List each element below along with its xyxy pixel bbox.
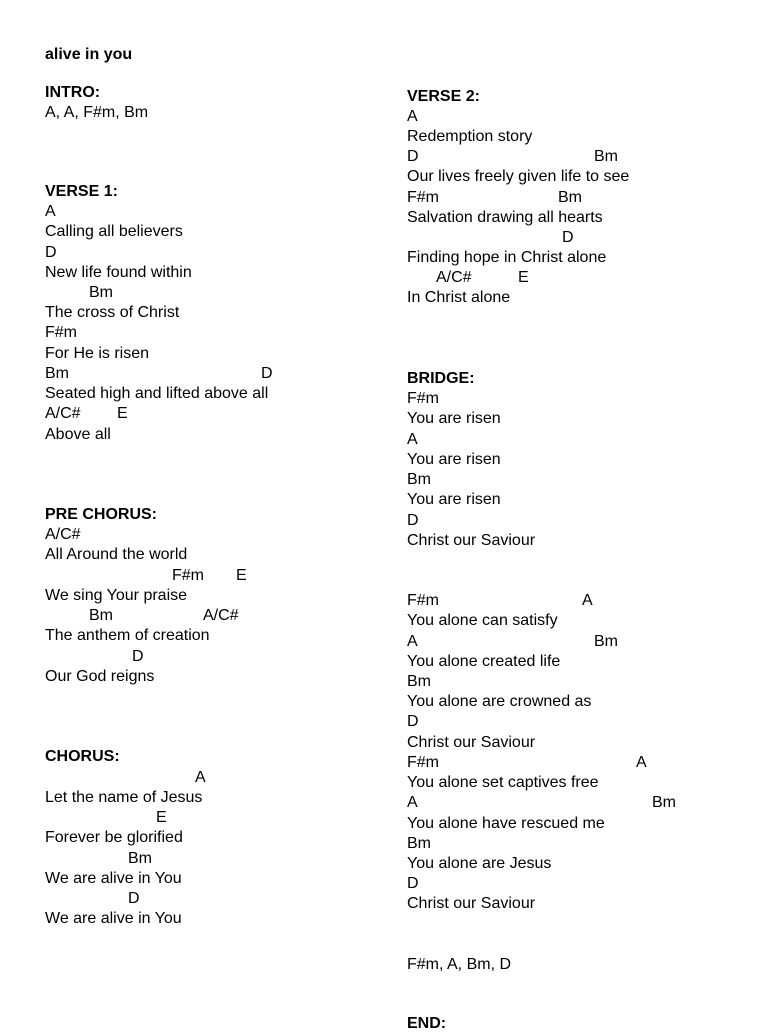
end-heading: END:	[407, 1015, 447, 1032]
verse2-heading: VERSE 2:	[407, 88, 480, 105]
chord: Bm	[45, 365, 69, 382]
outro-chords: F#m, A, Bm, D	[407, 956, 512, 973]
chord: A	[636, 754, 647, 771]
chord: Bm	[407, 673, 431, 690]
lyric-line: Above all	[45, 426, 111, 443]
bridge-heading: BRIDGE:	[407, 370, 475, 387]
lyric-line: All Around the world	[45, 546, 188, 563]
lyric-line: You alone created life	[407, 653, 561, 670]
chord: A	[582, 592, 593, 609]
chord: Bm	[594, 633, 618, 650]
lyric-line: Calling all believers	[45, 223, 183, 240]
lyric-line: You are risen	[407, 451, 501, 468]
chord: D	[407, 148, 419, 165]
pre-chorus-heading: PRE CHORUS:	[45, 506, 158, 523]
chord: Bm	[652, 794, 676, 811]
lyric-line: Our lives freely given life to see	[407, 168, 630, 185]
chord: A/C#	[203, 607, 239, 624]
lyric-line: You alone can satisfy	[407, 612, 558, 629]
chord: A/C#	[45, 405, 81, 422]
chord: A	[45, 203, 56, 220]
chord: D	[45, 244, 57, 261]
lyric-line: You alone have rescued me	[407, 815, 605, 832]
lyric-line: Redemption story	[407, 128, 533, 145]
song-title: alive in you	[45, 46, 133, 63]
lyric-line: We are alive in You	[45, 910, 182, 927]
lyric-line: The anthem of creation	[45, 627, 210, 644]
chord: D	[562, 229, 574, 246]
intro-chords: A, A, F#m, Bm	[45, 104, 149, 121]
chorus-heading: CHORUS:	[45, 748, 120, 765]
lyric-line: New life found within	[45, 264, 192, 281]
lyric-line: Finding hope in Christ alone	[407, 249, 607, 266]
lyric-line: We sing Your praise	[45, 587, 188, 604]
chord: F#m	[407, 754, 439, 771]
verse1-heading: VERSE 1:	[45, 183, 118, 200]
chord: E	[156, 809, 167, 826]
chord: A	[195, 769, 206, 786]
lyric-line: You alone are crowned as	[407, 693, 592, 710]
chord: D	[407, 875, 419, 892]
lyric-line: We are alive in You	[45, 870, 182, 887]
lyric-line: You are risen	[407, 491, 501, 508]
chord: E	[236, 567, 247, 584]
chord: A	[407, 108, 418, 125]
chord: D	[132, 648, 144, 665]
chord: Bm	[558, 189, 582, 206]
chord: D	[128, 890, 140, 907]
lyric-line: Salvation drawing all hearts	[407, 209, 603, 226]
intro-heading: INTRO:	[45, 84, 101, 101]
lyric-line: Our God reigns	[45, 668, 155, 685]
chord: E	[117, 405, 128, 422]
chord: A/C#	[436, 269, 472, 286]
chord: D	[261, 365, 273, 382]
chord: D	[407, 512, 419, 529]
chord: A	[407, 794, 418, 811]
lyric-line: In Christ alone	[407, 289, 511, 306]
lyric-line: You alone are Jesus	[407, 855, 552, 872]
lyric-line: Seated high and lifted above all	[45, 385, 269, 402]
lyric-line: Christ our Saviour	[407, 895, 536, 912]
chord: A/C#	[45, 526, 81, 543]
chord: F#m	[407, 592, 439, 609]
chord: Bm	[594, 148, 618, 165]
lyric-line: Forever be glorified	[45, 829, 183, 846]
chord: Bm	[407, 471, 431, 488]
chord: Bm	[89, 607, 113, 624]
lyric-line: The cross of Christ	[45, 304, 180, 321]
lyric-line: For He is risen	[45, 345, 150, 362]
chord: Bm	[128, 850, 152, 867]
chord: F#m	[407, 390, 439, 407]
chord: A	[407, 633, 418, 650]
chord: E	[518, 269, 529, 286]
lyric-line: You are risen	[407, 410, 501, 427]
lyric-line: Christ our Saviour	[407, 532, 536, 549]
lyric-line: You alone set captives free	[407, 774, 599, 791]
chord: Bm	[89, 284, 113, 301]
chord: F#m	[407, 189, 439, 206]
chord: Bm	[407, 835, 431, 852]
chord: D	[407, 713, 419, 730]
chord: F#m	[45, 324, 77, 341]
lyric-line: Let the name of Jesus	[45, 789, 203, 806]
lyric-line: Christ our Saviour	[407, 734, 536, 751]
chord: A	[407, 431, 418, 448]
chord: F#m	[172, 567, 204, 584]
